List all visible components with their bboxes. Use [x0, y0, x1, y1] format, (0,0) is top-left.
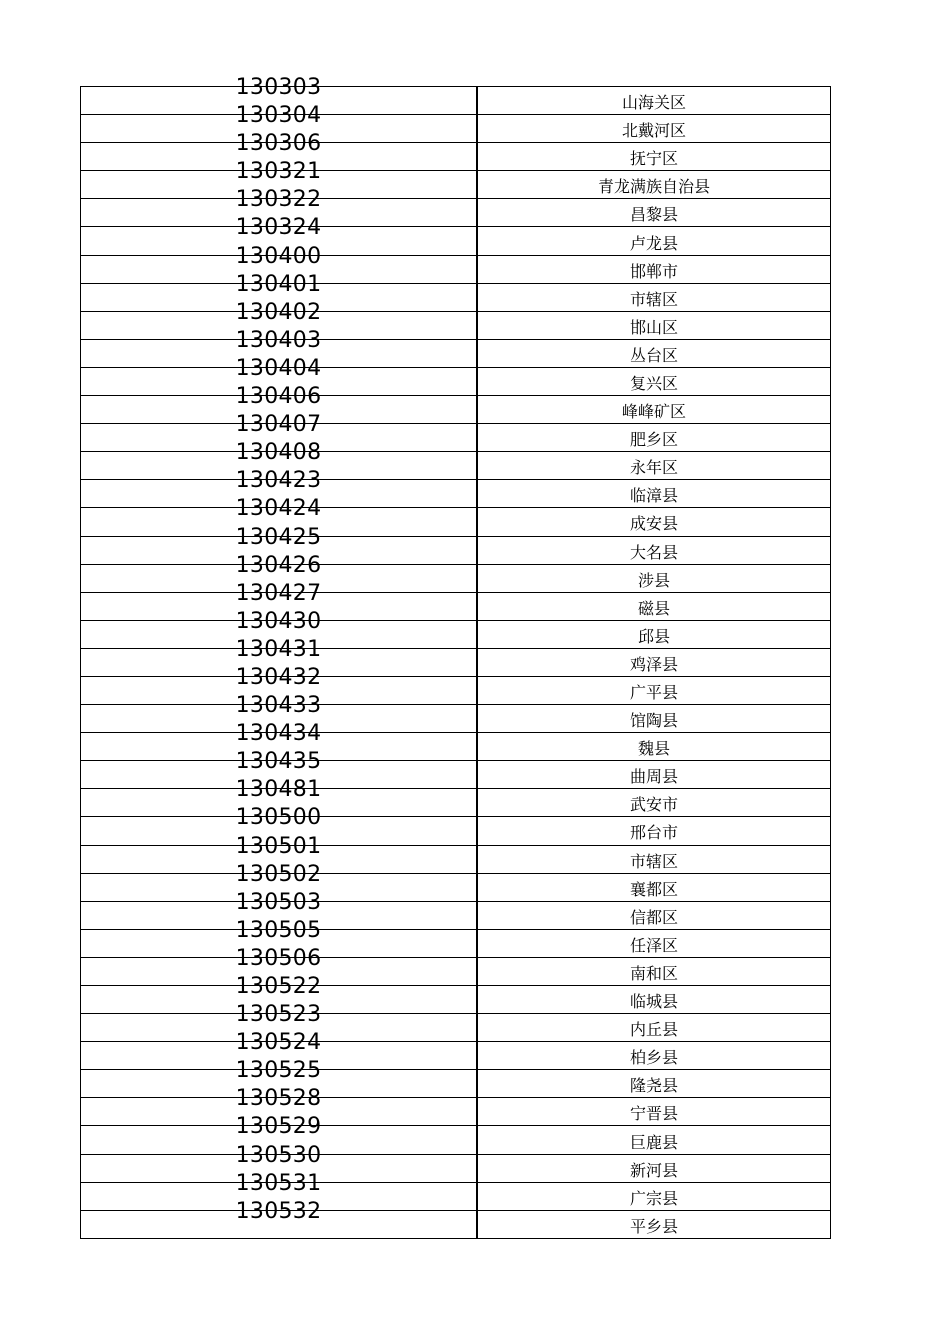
region-code: 130525 [235, 1058, 322, 1084]
name-cell [477, 536, 831, 564]
region-name: 昌黎县 [629, 205, 678, 225]
region-code: 130423 [235, 468, 322, 494]
name-cell [477, 564, 831, 592]
region-code: 130523 [235, 1002, 322, 1028]
name-cell [477, 480, 831, 508]
name-cell [477, 227, 831, 255]
name-cell [477, 986, 831, 1014]
region-name: 曲周县 [629, 767, 678, 787]
region-code: 130303 [235, 75, 322, 100]
name-cell [477, 1070, 831, 1098]
region-name: 南和区 [629, 963, 678, 983]
name-cell [477, 761, 831, 789]
region-name: 邱县 [637, 626, 670, 646]
region-name: 魏县 [637, 739, 670, 759]
region-name: 山海关区 [621, 93, 686, 113]
name-cell [477, 143, 831, 171]
region-name: 襄都区 [629, 879, 678, 899]
region-code: 130532 [235, 1198, 322, 1224]
region-name: 邯山区 [629, 317, 678, 337]
name-cell [477, 676, 831, 704]
name-cell [477, 1154, 831, 1182]
name-cell [477, 171, 831, 199]
region-code: 130402 [235, 299, 322, 325]
region-name: 隆尧县 [629, 1076, 678, 1096]
region-code: 130424 [235, 496, 322, 522]
region-code: 130502 [235, 861, 322, 887]
name-cell [477, 199, 831, 227]
region-code: 130506 [235, 945, 322, 971]
region-code: 130505 [235, 917, 322, 943]
region-code: 130404 [235, 355, 322, 381]
region-code: 130406 [235, 384, 322, 410]
name-cell [477, 733, 831, 761]
name-cell [477, 311, 831, 339]
region-code: 130432 [235, 664, 322, 690]
region-name: 抚宁区 [629, 149, 678, 169]
region-name: 永年区 [629, 458, 678, 478]
name-cell [477, 339, 831, 367]
region-name: 邢台市 [629, 823, 678, 843]
region-name: 丛台区 [629, 345, 678, 365]
table-row [81, 1210, 831, 1238]
name-cell [477, 789, 831, 817]
region-name: 鸡泽县 [629, 654, 678, 674]
region-name: 内丘县 [629, 1020, 678, 1040]
region-name: 市辖区 [629, 851, 678, 871]
region-code: 130531 [235, 1170, 322, 1196]
name-cell [477, 845, 831, 873]
name-cell [477, 115, 831, 143]
name-cell [477, 957, 831, 985]
name-cell [477, 1126, 831, 1154]
name-cell [477, 817, 831, 845]
region-name: 新河县 [629, 1160, 678, 1180]
region-code: 130401 [235, 271, 322, 297]
name-cell [477, 1042, 831, 1070]
region-name: 卢龙县 [629, 233, 678, 253]
region-code: 130321 [235, 159, 322, 185]
region-code: 130322 [235, 187, 322, 213]
name-cell [477, 929, 831, 957]
region-code: 130500 [235, 805, 322, 831]
region-code: 130430 [235, 608, 322, 634]
region-code: 130481 [235, 777, 322, 803]
name-cell [477, 508, 831, 536]
name-cell [477, 873, 831, 901]
name-cell [477, 452, 831, 480]
region-code-table [80, 75, 831, 1239]
region-name: 肥乡区 [629, 430, 678, 450]
region-name: 馆陶县 [629, 711, 678, 731]
region-code: 130501 [235, 833, 322, 859]
region-code: 130530 [235, 1142, 322, 1168]
region-code: 130522 [235, 974, 322, 999]
region-code: 130431 [235, 636, 322, 662]
table-body [81, 75, 831, 1239]
region-code: 130304 [235, 103, 322, 129]
name-cell [477, 648, 831, 676]
name-cell [477, 620, 831, 648]
region-name: 广平县 [629, 683, 678, 703]
region-name: 峰峰矿区 [621, 402, 686, 422]
name-cell [477, 283, 831, 311]
name-cell [477, 255, 831, 283]
region-name: 磁县 [637, 598, 670, 618]
region-name: 巨鹿县 [629, 1132, 678, 1152]
region-name: 武安市 [629, 795, 678, 815]
region-name: 复兴区 [629, 373, 678, 393]
region-code: 130434 [235, 721, 322, 747]
region-code: 130407 [235, 412, 322, 438]
region-name: 成安县 [629, 514, 678, 534]
region-name: 大名县 [629, 542, 678, 562]
name-cell [477, 1210, 831, 1238]
region-code: 130408 [235, 440, 322, 466]
region-name: 广宗县 [629, 1188, 678, 1208]
region-name: 临城县 [629, 992, 678, 1012]
region-code: 130403 [235, 327, 322, 353]
region-code: 130435 [235, 749, 322, 775]
region-name: 平乡县 [629, 1216, 678, 1236]
region-name: 邯郸市 [629, 261, 678, 281]
code-cell [81, 1198, 478, 1238]
name-cell [477, 901, 831, 929]
region-code: 130427 [235, 580, 322, 606]
name-cell [477, 705, 831, 733]
region-code: 130528 [235, 1086, 322, 1112]
region-name: 临漳县 [629, 486, 678, 506]
name-cell [477, 1014, 831, 1042]
region-code: 130425 [235, 524, 322, 550]
name-cell [477, 424, 831, 452]
name-cell [477, 396, 831, 424]
region-name: 青龙满族自治县 [597, 177, 710, 197]
region-name: 涉县 [637, 570, 670, 590]
name-cell [477, 87, 831, 115]
region-code: 130529 [235, 1114, 322, 1140]
name-cell [477, 1098, 831, 1126]
name-cell [477, 1182, 831, 1210]
region-name: 北戴河区 [621, 121, 686, 141]
region-code: 130400 [235, 243, 322, 269]
region-code: 130324 [235, 215, 322, 241]
name-cell [477, 367, 831, 395]
region-code: 130503 [235, 889, 322, 915]
region-name: 市辖区 [629, 289, 678, 309]
region-name: 任泽区 [629, 935, 678, 955]
region-code: 130524 [235, 1030, 322, 1056]
region-code: 130306 [235, 131, 322, 157]
region-name: 宁晋县 [629, 1104, 678, 1124]
region-name: 信都区 [629, 907, 678, 927]
name-cell [477, 592, 831, 620]
region-code: 130433 [235, 693, 322, 719]
region-code: 130426 [235, 552, 322, 578]
region-name: 柏乡县 [629, 1048, 678, 1068]
